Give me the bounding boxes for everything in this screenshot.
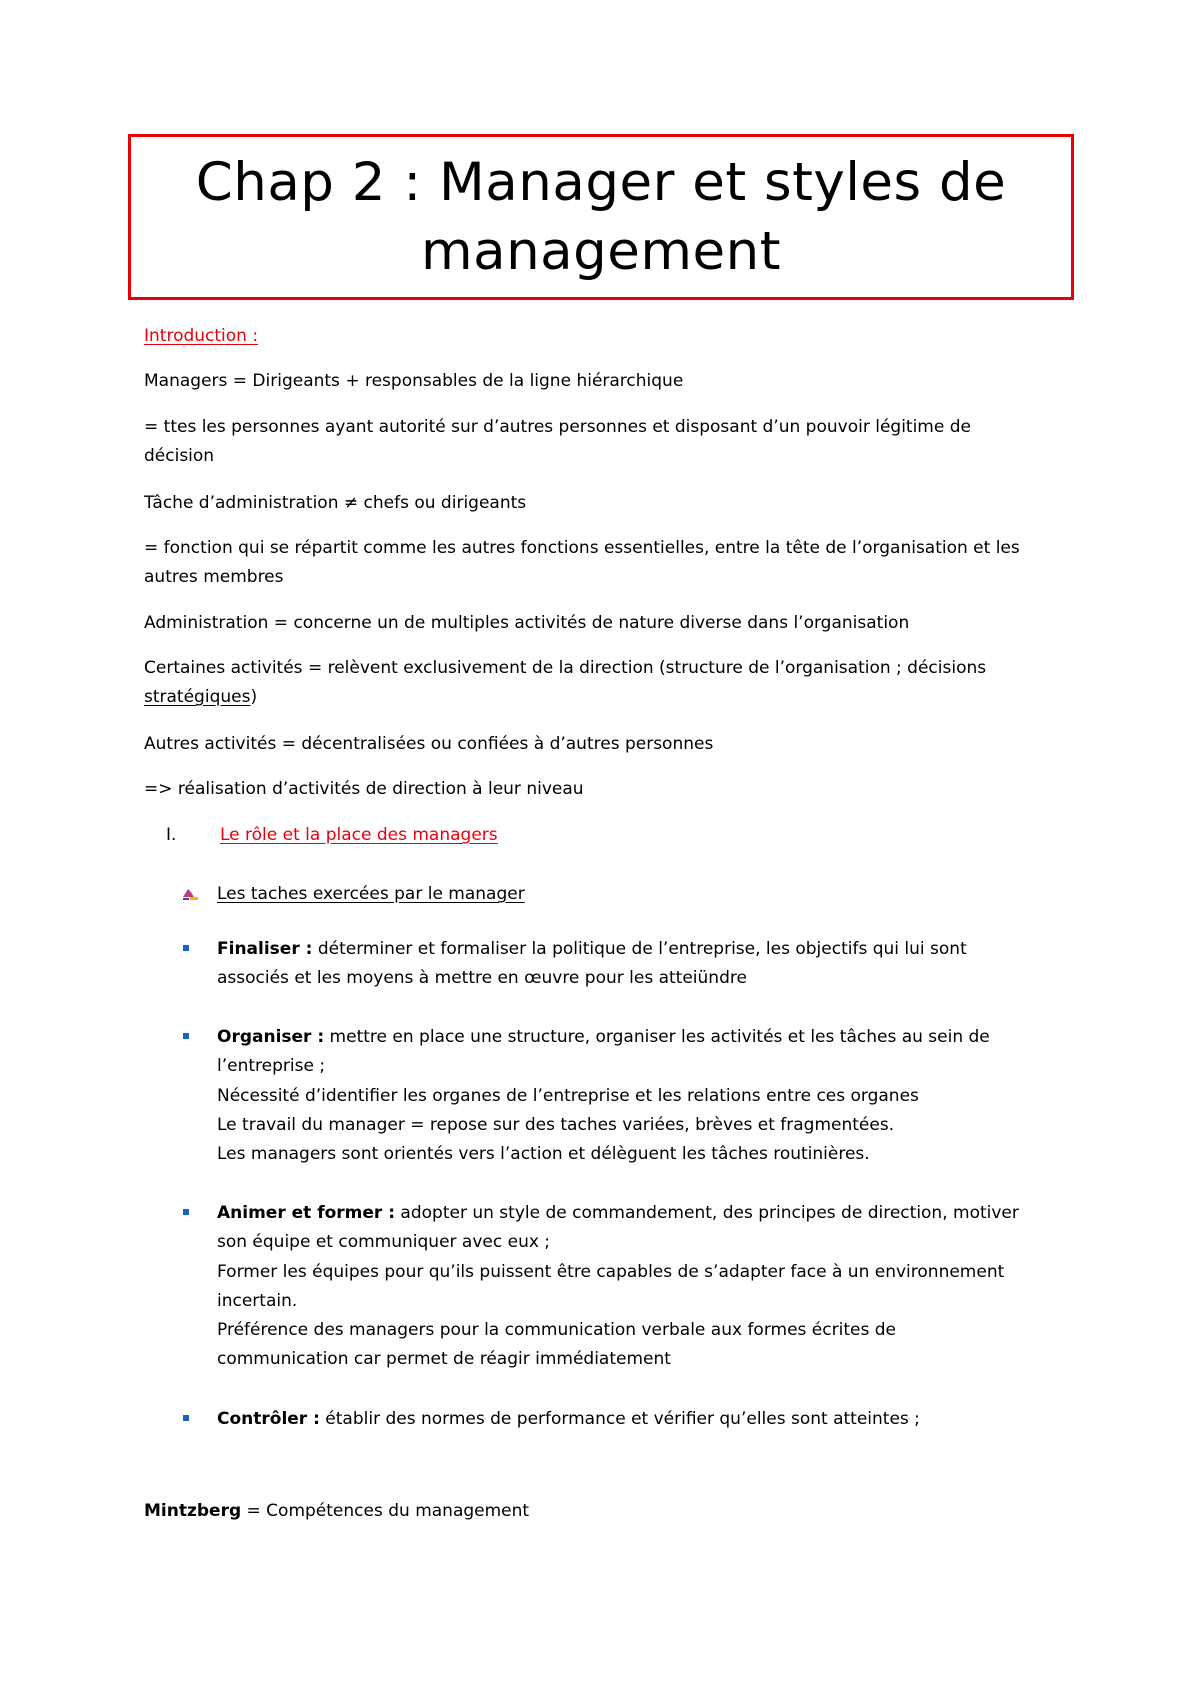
item-text: incertain.: [217, 1290, 298, 1311]
intro-heading: Introduction :: [144, 326, 259, 346]
item-text: établir des normes de performance et vérifier qu’elles sont atteintes ;: [319, 1409, 920, 1429]
section-number: I.: [166, 825, 177, 845]
intro-line: Certaines activités = relèvent exclusivement de la direction (structure de l’organisation ; décisions: [144, 658, 987, 678]
square-bullet-icon: [183, 1033, 189, 1039]
item-text: Les managers sont orientés vers l’action et délèguent les tâches routinières.: [217, 1144, 870, 1165]
item-text: son équipe et communiquer avec eux ;: [217, 1232, 551, 1253]
underlined-word: stratégiques: [144, 687, 251, 707]
list-item: [217, 1199, 1087, 1375]
intro-line: autres membres: [144, 567, 284, 587]
item-text: mettre en place une structure, organiser les activités et les tâches au sein de: [324, 1027, 990, 1047]
item-text: Le travail du manager = repose sur des taches variées, brèves et fragmentées.: [217, 1114, 895, 1135]
intro-line: = fonction qui se répartit comme les autres fonctions essentielles, entre la tête de l’organisation et les: [144, 538, 1020, 558]
item-text: communication car permet de réagir immédiatement: [217, 1349, 671, 1370]
footer-text: = Compétences du management: [241, 1501, 530, 1521]
intro-line: => réalisation d’activités de direction à leur niveau: [144, 779, 584, 799]
intro-line: Managers = Dirigeants + responsables de la ligne hiérarchique: [144, 371, 684, 391]
item-text: Former les équipes pour qu’ils puissent être capables de s’adapter face à un environnement: [217, 1261, 1005, 1282]
page-title: [196, 148, 1007, 286]
item-label: Finaliser :: [217, 939, 313, 959]
item-text: déterminer et formaliser la politique de l’entreprise, les objectifs qui lui sont: [312, 939, 967, 959]
item-text: Nécessité d’identifier les organes de l’entreprise et les relations entre ces organes: [217, 1085, 919, 1106]
item-label: Animer et former :: [217, 1203, 396, 1223]
item-text: adopter un style de commandement, des principes de direction, motiver: [395, 1203, 1019, 1223]
list-item: [217, 935, 1087, 994]
arrow-bullet-icon: [182, 886, 200, 904]
closing-paren: ): [250, 687, 258, 707]
square-bullet-icon: [183, 1209, 189, 1215]
footer-label: Mintzberg: [144, 1501, 242, 1521]
item-label: Contrôler :: [217, 1409, 320, 1429]
square-bullet-icon: [183, 945, 189, 951]
item-text: associés et les moyens à mettre en œuvre pour les atteiündre: [217, 968, 747, 989]
list-item: [217, 1405, 1087, 1434]
subheading: Les taches exercées par le manager: [217, 884, 525, 904]
square-bullet-icon: [183, 1415, 189, 1421]
title-box: [128, 134, 1074, 300]
intro-line: Autres activités = décentralisées ou confiées à d’autres personnes: [144, 734, 714, 754]
item-text: Préférence des managers pour la communication verbale aux formes écrites de: [217, 1320, 896, 1341]
item-text: l’entreprise ;: [217, 1056, 326, 1077]
intro-line: Tâche d’administration ≠ chefs ou dirigeants: [144, 493, 527, 513]
section-title: Le rôle et la place des managers: [220, 825, 498, 845]
intro-line: décision: [144, 446, 215, 466]
title-line-2: management: [420, 221, 782, 282]
list-item: [217, 1023, 1087, 1169]
intro-line: = ttes les personnes ayant autorité sur d’autres personnes et disposant d’un pouvoir légitime de: [144, 417, 971, 437]
item-label: Organiser :: [217, 1027, 325, 1047]
intro-line: [144, 683, 257, 712]
intro-line: Administration = concerne un de multiples activités de nature diverse dans l’organisation: [144, 613, 910, 633]
title-line-1: Chap 2 : Manager et styles de: [195, 152, 1007, 213]
footer-line: [144, 1497, 529, 1526]
